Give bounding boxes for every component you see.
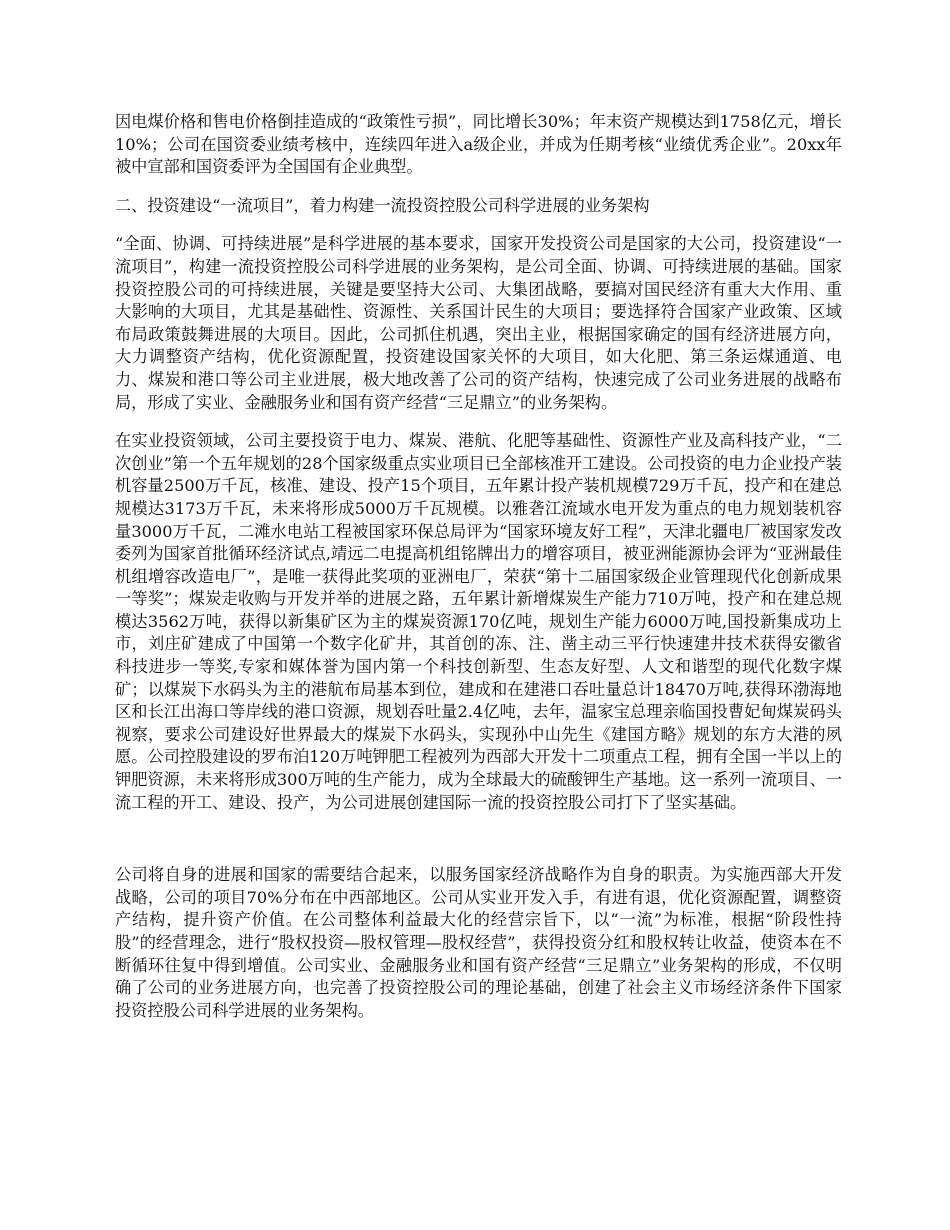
paragraph-performance-summary: 因电煤价格和售电价格倒挂造成的“政策性亏损”，同比增长30%；年末资产规模达到1758亿元，增长10%；公司在国资委业绩考核中，连续四年进入a级企业，并成为任期考核“业绩优秀企业”。20xx年被中宣部和国资委评为全国国有企业典型。 <box>115 112 842 177</box>
document-page <box>115 111 842 1022</box>
paragraph-industrial-investment: 在实业投资领域，公司主要投资于电力、煤炭、港航、化肥等基础性、资源性产业及高科技产业，“二次创业”第一个五年规划的28个国家级重点实业项目已全部核准开工建设。公司投资的电力企业投产装机容量2500万千瓦，核准、建设、投产15个项目，五年累计投产装机规模729万千瓦，投产和在建总规模达3173万千瓦，未来将形成5000万千瓦规模。以雅砻江流域水电开发为重点的电力规划装机容量3000万千瓦，二滩水电站工程被国家环保总局评为“国家环境友好工程”，天津北疆电厂被国家发改委列为国家首批循环经济试点,靖远二电提高机组铭牌出力的增容项目，被亚洲能源协会评为“亚洲最佳机组增容改造电厂”，是唯一获得此奖项的亚洲电厂，荣获“第十二届国家级企业管理现代化创新成果一等奖”；煤炭走收购与开发并举的进展之路，五年累计新增煤炭生产能力710万吨，投产和在建总规模达3562万吨，获得以新集矿区为主的煤炭资源170亿吨，规划生产能力6000万吨,国投新集成功上市，刘庄矿建成了中国第一个数字化矿井，其首创的冻、注、凿主动三平行快速建井技术获得安徽省科技进步一等奖,专家和媒体誉为国内第一个科技创新型、生态友好型、人文和谐型的现代化数字煤矿；以煤炭下水码头为主的港航布局基本到位，建成和在建港口吞吐量总计18470万吨,获得环渤海地区和长江出海口等岸线的港口资源，规划吞吐量2.4亿吨，去年，温家宝总理亲临国投曹妃甸煤炭码头视察，要求公司建设好世界最大的煤炭下水码头，实现孙中山先生《建国方略》规划的东方大港的夙愿。公司控股建设的罗布泊120万吨钾肥工程被列为西部大开发十二项重点工程，拥有全国一半以上的钾肥资源，未来将形成300万吨的生产能力，成为全球最大的硫酸钾生产基地。这一系列一流项目、一流工程的开工、建设、投产，为公司进展创建国际一流的投资控股公司打下了坚实基础。 <box>115 431 842 812</box>
paragraph-spacer <box>115 217 842 233</box>
paragraph-spacer <box>115 414 842 430</box>
paragraph-national-strategy: 公司将自身的进展和国家的需要结合起来，以服务国家经济战略作为自身的职责。为实施西部大开发战略，公司的项目70%分布在中西部地区。公司从实业开发入手，有进有退，优化资源配置，调整资产结构，提升资产价值。在公司整体利益最大化的经营宗旨下，以“一流”为标准，根据“阶段性持股”的经营理念，进行“股权投资—股权管理—股权经营”，获得投资分红和股权转让收益，使资本在不断循环往复中得到增值。公司实业、金融服务业和国有资产经营“三足鼎立”业务架构的形成，不仅明确了公司的业务进展方向，也完善了投资控股公司的理论基础，创建了社会主义市场经济条件下国家投资控股公司科学进展的业务架构。 <box>115 865 842 1020</box>
paragraph-business-architecture: “全面、协调、可持续进展”是科学进展的基本要求，国家开发投资公司是国家的大公司，投资建设“一流项目”，构建一流投资控股公司科学进展的业务架构，是公司全面、协调、可持续进展的基础。国家投资控股公司的可持续进展，关键是要坚持大公司、大集团战略，要搞对国民经济有重大大作用、重大影响的大项目，尤其是基础性、资源性、关系国计民生的大项目；要选择符合国家产业政策、区域布局政策鼓舞进展的大项目。因此，公司抓住机遇，突出主业，根据国家确定的国有经济进展方向，大力调整资产结构，优化资源配置，投资建设国家关怀的大项目，如大化肥、第三条运煤通道、电力、煤炭和港口等公司主业进展，极大地改善了公司的资产结构，快速完成了公司业务进展的战略布局，形成了实业、金融服务业和国有资产经营“三足鼎立”的业务架构。 <box>115 234 842 412</box>
paragraph-spacer <box>115 179 842 195</box>
section-heading: 二、投资建设“一流项目”，着力构建一流投资控股公司科学进展的业务架构 <box>115 195 650 215</box>
paragraph-spacer <box>115 814 842 864</box>
